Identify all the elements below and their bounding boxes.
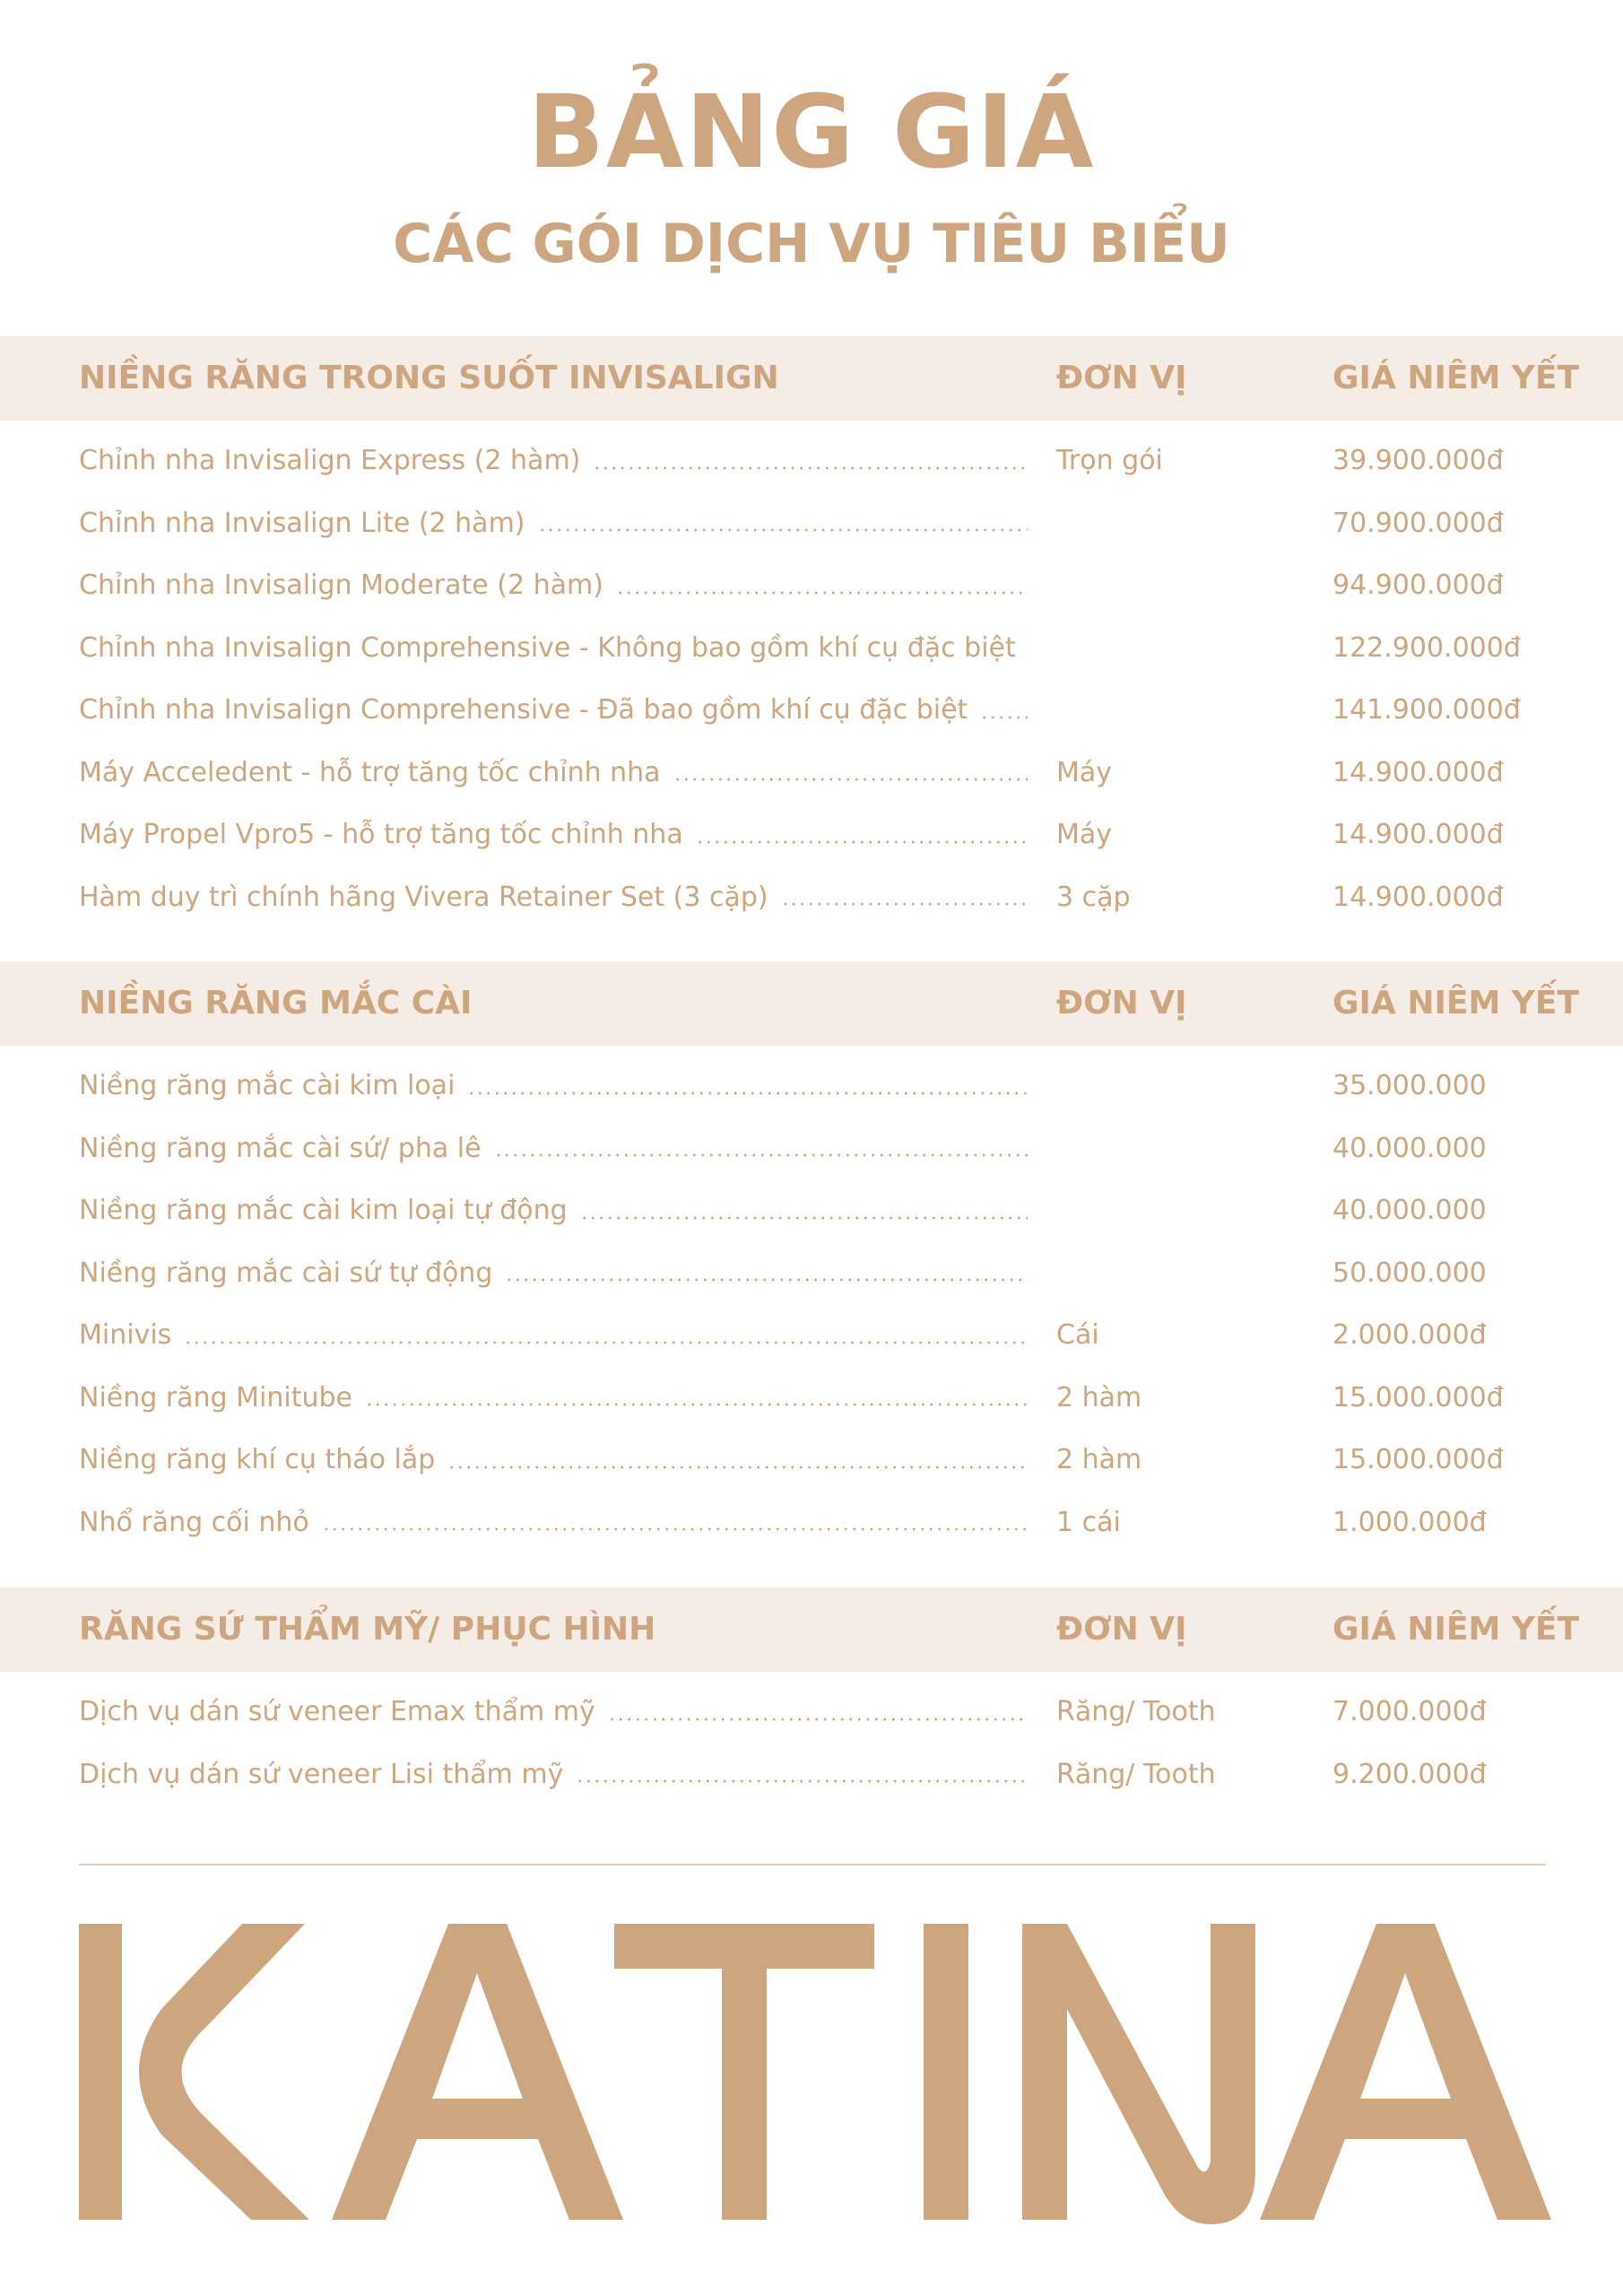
service-name-cell [79, 1304, 1028, 1367]
price-row [0, 554, 1623, 617]
price-list [0, 1055, 1623, 1553]
price-row [0, 1367, 1623, 1430]
service-price: 15.000.000đ [1332, 1444, 1504, 1475]
section-header [0, 961, 1623, 1046]
service-name-cell [79, 1055, 1028, 1118]
dot-leader [608, 1718, 1028, 1721]
service-name: Niềng răng Minitube [79, 1381, 352, 1413]
price-column-header: GIÁ NIÊM YẾT [1332, 360, 1580, 396]
price-row [0, 679, 1623, 742]
price-row [0, 1492, 1623, 1554]
service-name: Dịch vụ dán sứ veneer Lisi thẩm mỹ [79, 1758, 564, 1790]
divider [79, 1864, 1546, 1866]
dot-leader [447, 1465, 1028, 1469]
service-name: Niềng răng mắc cài sứ/ pha lê [79, 1132, 482, 1164]
service-name-cell [79, 1681, 1028, 1744]
service-price: 14.900.000đ [1332, 881, 1504, 913]
service-unit: Trọn gói [1056, 445, 1163, 476]
service-name-cell [79, 1429, 1028, 1492]
dot-leader [494, 1153, 1028, 1157]
price-row [0, 742, 1623, 804]
service-name-cell [79, 1179, 1028, 1242]
service-name: Minivis [79, 1319, 172, 1352]
service-name: Dịch vụ dán sứ veneer Emax thẩm mỹ [79, 1696, 595, 1728]
unit-column-header: ĐƠN VỊ [1056, 1611, 1187, 1648]
service-price: 94.900.000đ [1332, 570, 1504, 601]
service-price: 35.000.000 [1332, 1070, 1487, 1101]
service-price: 15.000.000đ [1332, 1381, 1504, 1413]
service-price: 7.000.000đ [1332, 1696, 1487, 1727]
service-price: 50.000.000 [1332, 1257, 1487, 1289]
section-title: RĂNG SỨ THẨM MỸ/ PHỤC HÌNH [79, 1611, 656, 1648]
service-unit: Máy [1056, 756, 1113, 788]
price-row [0, 1118, 1623, 1180]
service-unit: Cái [1056, 1319, 1099, 1351]
service-name-cell [79, 1118, 1028, 1180]
service-name: Niềng răng mắc cài sứ tự động [79, 1257, 493, 1289]
dot-leader [576, 1779, 1028, 1783]
page-subtitle: CÁC GÓI DỊCH VỤ TIÊU BIỂU [393, 213, 1230, 275]
service-name: Chỉnh nha Invisalign Comprehensive - Không bao gồm khí cụ đặc biệt [79, 631, 1016, 664]
service-name-cell [79, 430, 1028, 492]
service-price: 2.000.000đ [1332, 1319, 1487, 1351]
service-name: Chỉnh nha Invisalign Moderate (2 hàm) [79, 570, 603, 602]
price-row [0, 1304, 1623, 1367]
service-name: Máy Acceledent - hỗ trợ tăng tốc chỉnh nha [79, 756, 661, 788]
price-row [0, 1744, 1623, 1806]
service-name: Niềng răng mắc cài kim loại tự động [79, 1195, 568, 1227]
dot-leader [616, 591, 1028, 595]
service-name-cell [79, 554, 1028, 617]
service-price: 40.000.000 [1332, 1132, 1487, 1164]
service-price: 39.900.000đ [1332, 445, 1504, 476]
dot-leader [322, 1527, 1028, 1531]
dot-leader [980, 716, 1028, 719]
price-column-header: GIÁ NIÊM YẾT [1332, 1611, 1580, 1648]
price-section [0, 961, 1623, 1553]
dot-leader [365, 1403, 1028, 1406]
katina-logo [72, 1919, 1551, 2224]
service-name-cell [79, 617, 1028, 680]
dot-leader [673, 778, 1028, 781]
price-row [0, 804, 1623, 866]
service-unit: Máy [1056, 819, 1113, 850]
dot-leader [580, 1216, 1028, 1220]
dot-leader [467, 1091, 1028, 1095]
price-row [0, 1429, 1623, 1492]
service-unit: 1 cái [1056, 1506, 1121, 1538]
price-row [0, 430, 1623, 492]
katina-logotype [79, 1924, 1551, 2224]
dot-leader [505, 1278, 1028, 1282]
service-name-cell [79, 742, 1028, 804]
service-name: Niềng răng mắc cài kim loại [79, 1070, 456, 1102]
page-title: BẢNG GIÁ [527, 74, 1096, 191]
unit-column-header: ĐƠN VỊ [1056, 985, 1187, 1022]
price-list [0, 430, 1623, 928]
price-section [0, 336, 1623, 928]
service-name: Chỉnh nha Invisalign Comprehensive - Đã bao gồm khí cụ đặc biệt [79, 694, 968, 726]
service-name-cell [79, 679, 1028, 742]
service-price: 14.900.000đ [1332, 819, 1504, 850]
service-name: Chỉnh nha Invisalign Lite (2 hàm) [79, 507, 525, 539]
service-price: 122.900.000đ [1332, 631, 1521, 664]
service-name: Hàm duy trì chính hãng Vivera Retainer Set (3 cặp) [79, 881, 768, 913]
price-list [0, 1681, 1623, 1805]
service-name: Máy Propel Vpro5 - hỗ trợ tăng tốc chỉnh nha [79, 819, 683, 851]
section-title: NIỀNG RĂNG MẮC CÀI [79, 985, 473, 1022]
price-column-header: GIÁ NIÊM YẾT [1332, 985, 1580, 1022]
service-name-cell [79, 1367, 1028, 1430]
price-row [0, 1242, 1623, 1305]
service-name-cell [79, 1242, 1028, 1305]
service-unit: Răng/ Tooth [1056, 1758, 1216, 1790]
service-price: 40.000.000 [1332, 1195, 1487, 1226]
dot-leader [593, 466, 1028, 470]
service-name: Niềng răng khí cụ tháo lắp [79, 1444, 436, 1476]
dot-leader [696, 840, 1028, 844]
price-row [0, 1681, 1623, 1744]
service-name-cell [79, 1744, 1028, 1806]
section-title: NIỀNG RĂNG TRONG SUỐT INVISALIGN [79, 360, 779, 396]
service-price: 9.200.000đ [1332, 1758, 1487, 1790]
service-name-cell [79, 866, 1028, 929]
service-name: Chỉnh nha Invisalign Express (2 hàm) [79, 445, 581, 477]
price-row [0, 1055, 1623, 1118]
service-price: 1.000.000đ [1332, 1506, 1487, 1538]
service-price: 14.900.000đ [1332, 756, 1504, 788]
service-unit: Răng/ Tooth [1056, 1696, 1216, 1727]
service-name-cell [79, 1492, 1028, 1554]
service-price: 141.900.000đ [1332, 694, 1521, 726]
price-section [0, 1587, 1623, 1805]
price-row [0, 866, 1623, 929]
service-unit: 3 cặp [1056, 881, 1131, 913]
dot-leader [781, 902, 1028, 906]
dot-leader [184, 1341, 1028, 1344]
service-unit: 2 hàm [1056, 1444, 1142, 1475]
unit-column-header: ĐƠN VỊ [1056, 360, 1187, 396]
price-row [0, 492, 1623, 555]
service-name-cell [79, 804, 1028, 866]
service-name: Nhổ răng cối nhỏ [79, 1506, 309, 1538]
price-row [0, 1179, 1623, 1242]
section-header [0, 1587, 1623, 1672]
dot-leader [538, 528, 1028, 532]
service-unit: 2 hàm [1056, 1381, 1142, 1413]
section-header [0, 336, 1623, 421]
price-row [0, 617, 1623, 680]
service-name-cell [79, 492, 1028, 555]
service-price: 70.900.000đ [1332, 507, 1504, 539]
